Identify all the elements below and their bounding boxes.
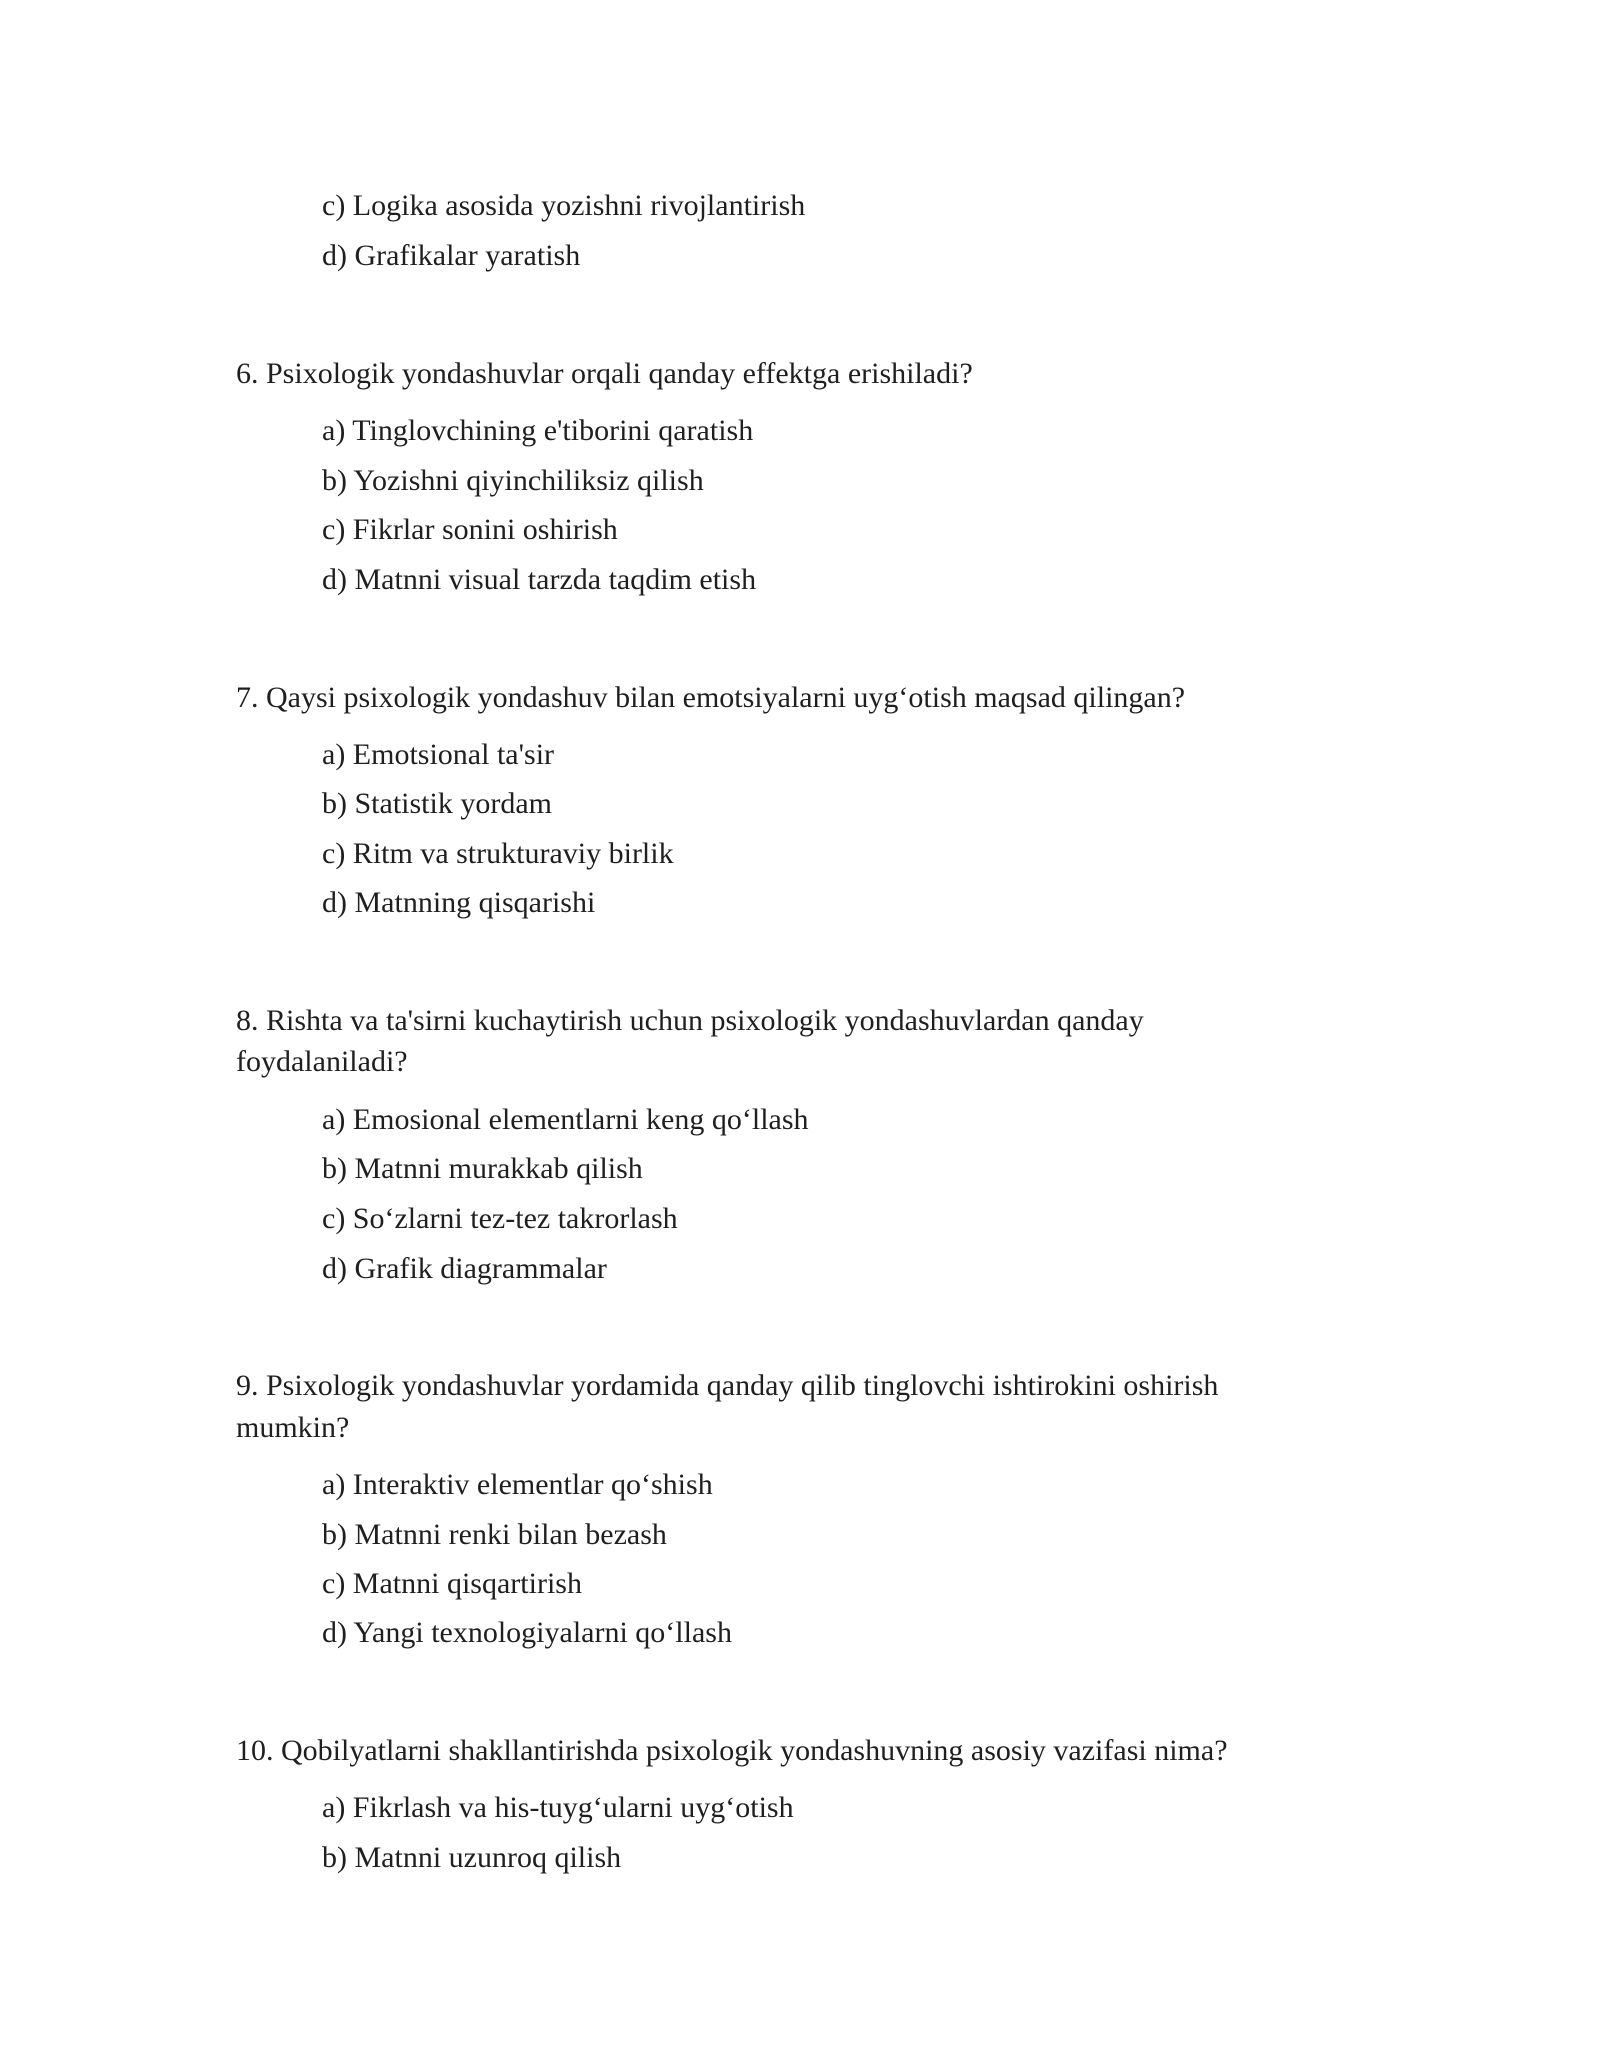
option-9b: b) Matnni renki bilan bezash (322, 1518, 667, 1551)
option-6b: b) Yozishni qiyinchiliksiz qilish (322, 464, 704, 497)
option-8a: a) Emosional elementlarni keng qo‘llash (322, 1103, 809, 1136)
option-8d: d) Grafik diagrammalar (322, 1252, 607, 1285)
option-5d: d) Grafikalar yaratish (322, 239, 581, 272)
option-6c: c) Fikrlar sonini oshirish (322, 513, 618, 546)
question-7-text: 7. Qaysi psixologik yondashuv bilan emotsiyalarni uyg‘otish maqsad qilingan? (236, 681, 1186, 714)
question-6-text: 6. Psixologik yondashuvlar orqali qanday effektga erishiladi? (236, 357, 973, 390)
question-9-text-line-1: 9. Psixologik yondashuvlar yordamida qanday qilib tinglovchi ishtirokini oshirish (236, 1369, 1219, 1402)
option-10a: a) Fikrlash va his-tuyg‘ularni uyg‘otish (322, 1791, 794, 1824)
question-8-text-line-2: foydalaniladi? (236, 1045, 408, 1078)
option-8c: c) So‘zlarni tez-tez takrorlash (322, 1202, 678, 1235)
option-7d: d) Matnning qisqarishi (322, 886, 596, 919)
option-7a: a) Emotsional ta'sir (322, 738, 555, 771)
question-8-text-line-1: 8. Rishta va ta'sirni kuchaytirish uchun psixologik yondashuvlardan qanday (236, 1004, 1144, 1037)
option-8b: b) Matnni murakkab qilish (322, 1152, 643, 1185)
question-10-text: 10. Qobilyatlarni shakllantirishda psixologik yondashuvning asosiy vazifasi nima? (236, 1734, 1228, 1767)
option-6a: a) Tinglovchining e'tiborini qaratish (322, 414, 754, 447)
option-6d: d) Matnni visual tarzda taqdim etish (322, 563, 757, 596)
option-9d: d) Yangi texnologiyalarni qo‘llash (322, 1616, 732, 1649)
option-9a: a) Interaktiv elementlar qo‘shish (322, 1468, 713, 1501)
question-9-text-line-2: mumkin? (236, 1411, 350, 1444)
option-7c: c) Ritm va strukturaviy birlik (322, 837, 674, 870)
option-9c: c) Matnni qisqartirish (322, 1567, 582, 1600)
option-5c: c) Logika asosida yozishni rivojlantirish (322, 189, 806, 222)
option-10b: b) Matnni uzunroq qilish (322, 1841, 622, 1874)
option-7b: b) Statistik yordam (322, 787, 552, 820)
